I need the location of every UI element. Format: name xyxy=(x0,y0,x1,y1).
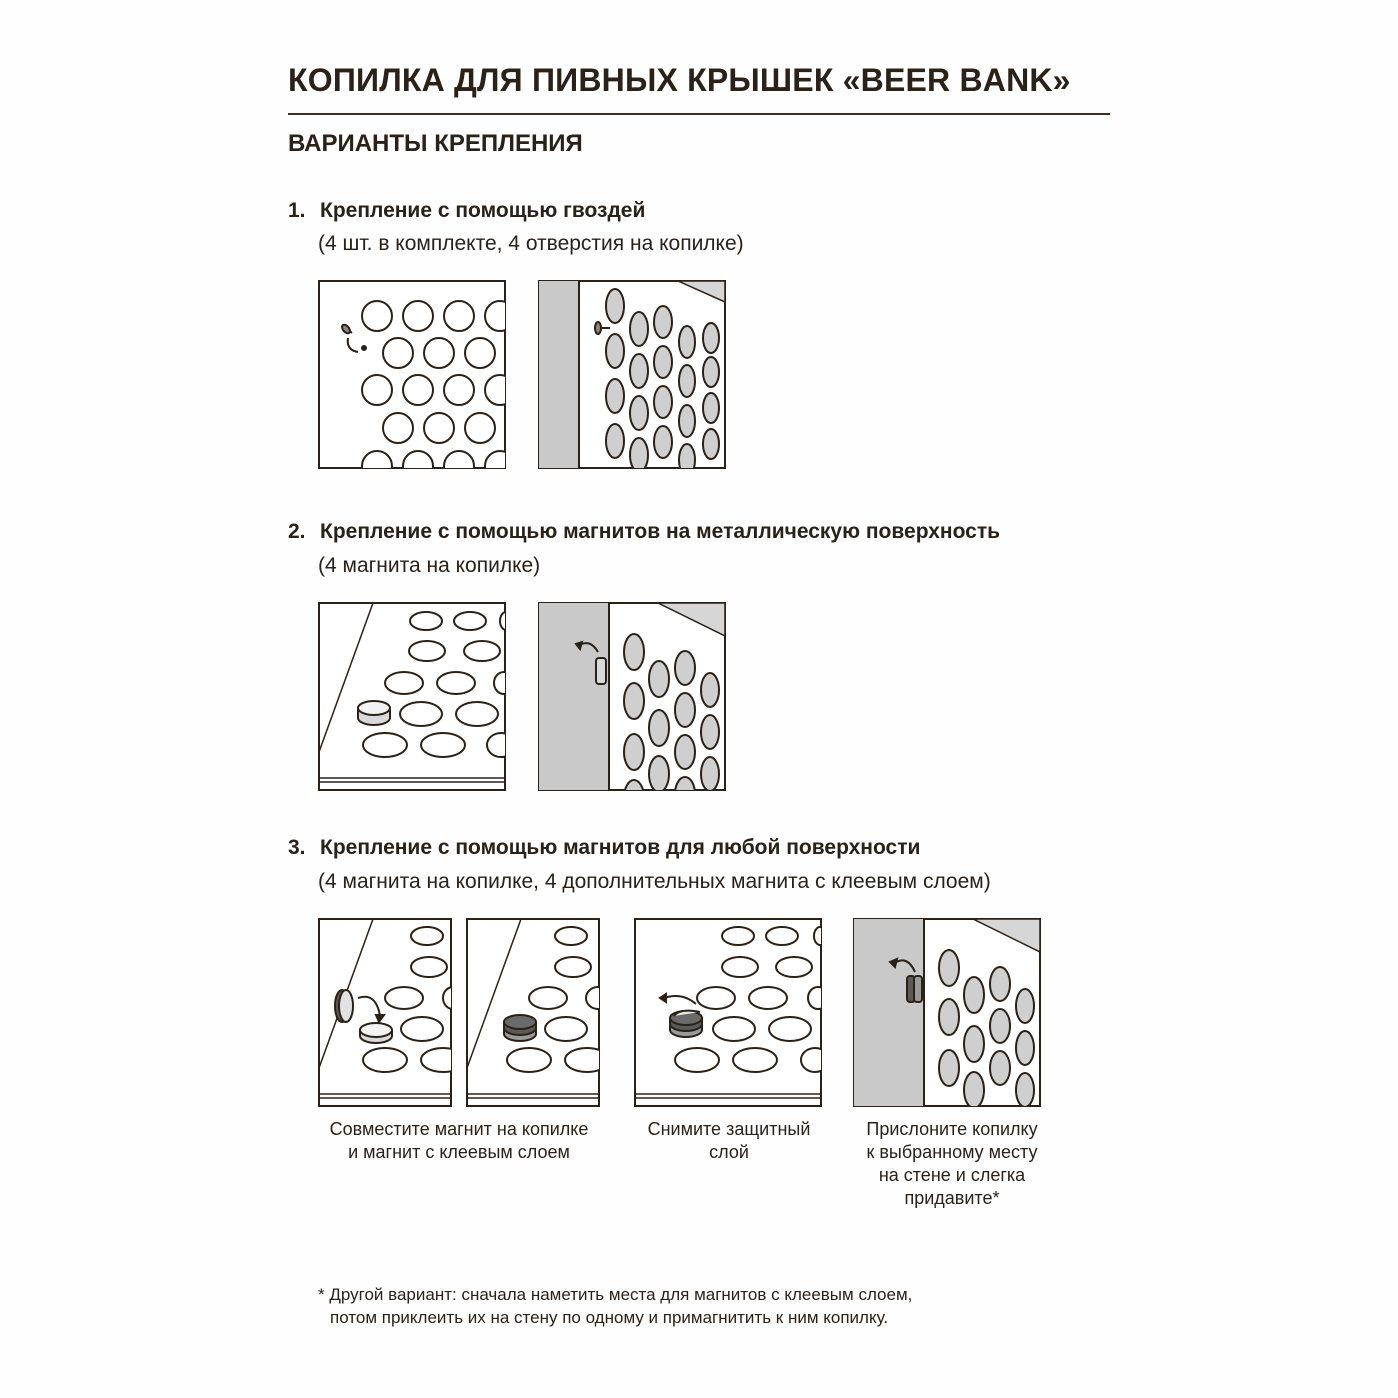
footnote-line1: * Другой вариант: сначала наметить места для магнитов с клеевым слоем, xyxy=(318,1285,913,1304)
page-title: КОПИЛКА ДЛЯ ПИВНЫХ КРЫШЕК «BEER BANK» xyxy=(288,62,1071,98)
magnet-back-illustration xyxy=(318,602,506,791)
caption-remove xyxy=(620,1118,838,1164)
combined-magnets-illustration xyxy=(466,918,600,1107)
page-subtitle: ВАРИАНТЫ КРЕПЛЕНИЯ xyxy=(288,130,583,157)
combine-magnets-illustration xyxy=(318,918,452,1107)
caption-press-line2: к выбранному месту xyxy=(866,1142,1038,1162)
section-3-number: 3. xyxy=(288,836,306,859)
section-3-title: Крепление с помощью магнитов для любой поверхности xyxy=(320,836,921,859)
footnote-line2: потом приклеить их на стену по одному и примагнитить к ним копилку. xyxy=(330,1308,889,1327)
nail-front-illustration xyxy=(318,280,506,469)
section-1-title: Крепление с помощью гвоздей xyxy=(320,199,646,222)
section-2-number: 2. xyxy=(288,520,306,543)
caption-press xyxy=(842,1118,1062,1210)
section-2-title: Крепление с помощью магнитов на металлическую поверхность xyxy=(320,520,1001,543)
caption-combine-line1: Совместите магнит на копилке xyxy=(329,1119,589,1139)
caption-press-line3: на стене и слегка xyxy=(878,1165,1026,1185)
section-1-number: 1. xyxy=(288,199,306,222)
section-1-heading xyxy=(288,199,645,223)
stacked-magnet-icon xyxy=(504,1015,536,1041)
section-2-heading xyxy=(288,520,1000,544)
footnote xyxy=(318,1283,912,1329)
caption-combine-line2: и магнит с клеевым слоем xyxy=(348,1142,570,1162)
magnet-icon xyxy=(358,701,390,725)
section-1-note: (4 шт. в комплекте, 4 отверстия на копилке) xyxy=(318,232,744,255)
caption-combine xyxy=(300,1118,618,1164)
section-3-heading xyxy=(288,836,920,860)
nail-side-illustration xyxy=(538,280,726,469)
remove-layer-illustration xyxy=(634,918,822,1107)
magnet-metal-side-illustration xyxy=(538,602,726,791)
caption-press-line1: Прислоните копилку xyxy=(866,1119,1038,1139)
press-to-wall-illustration xyxy=(853,918,1041,1107)
section-3-note: (4 магнита на копилке, 4 дополнительных магнита с клеевым слоем) xyxy=(318,870,991,893)
caption-press-line4: придавите* xyxy=(904,1188,1000,1208)
section-2-note: (4 магнита на копилке) xyxy=(318,554,541,577)
caption-remove-line1: Снимите защитный xyxy=(647,1119,811,1139)
title-divider xyxy=(288,113,1110,115)
caption-remove-line2: слой xyxy=(709,1142,749,1162)
